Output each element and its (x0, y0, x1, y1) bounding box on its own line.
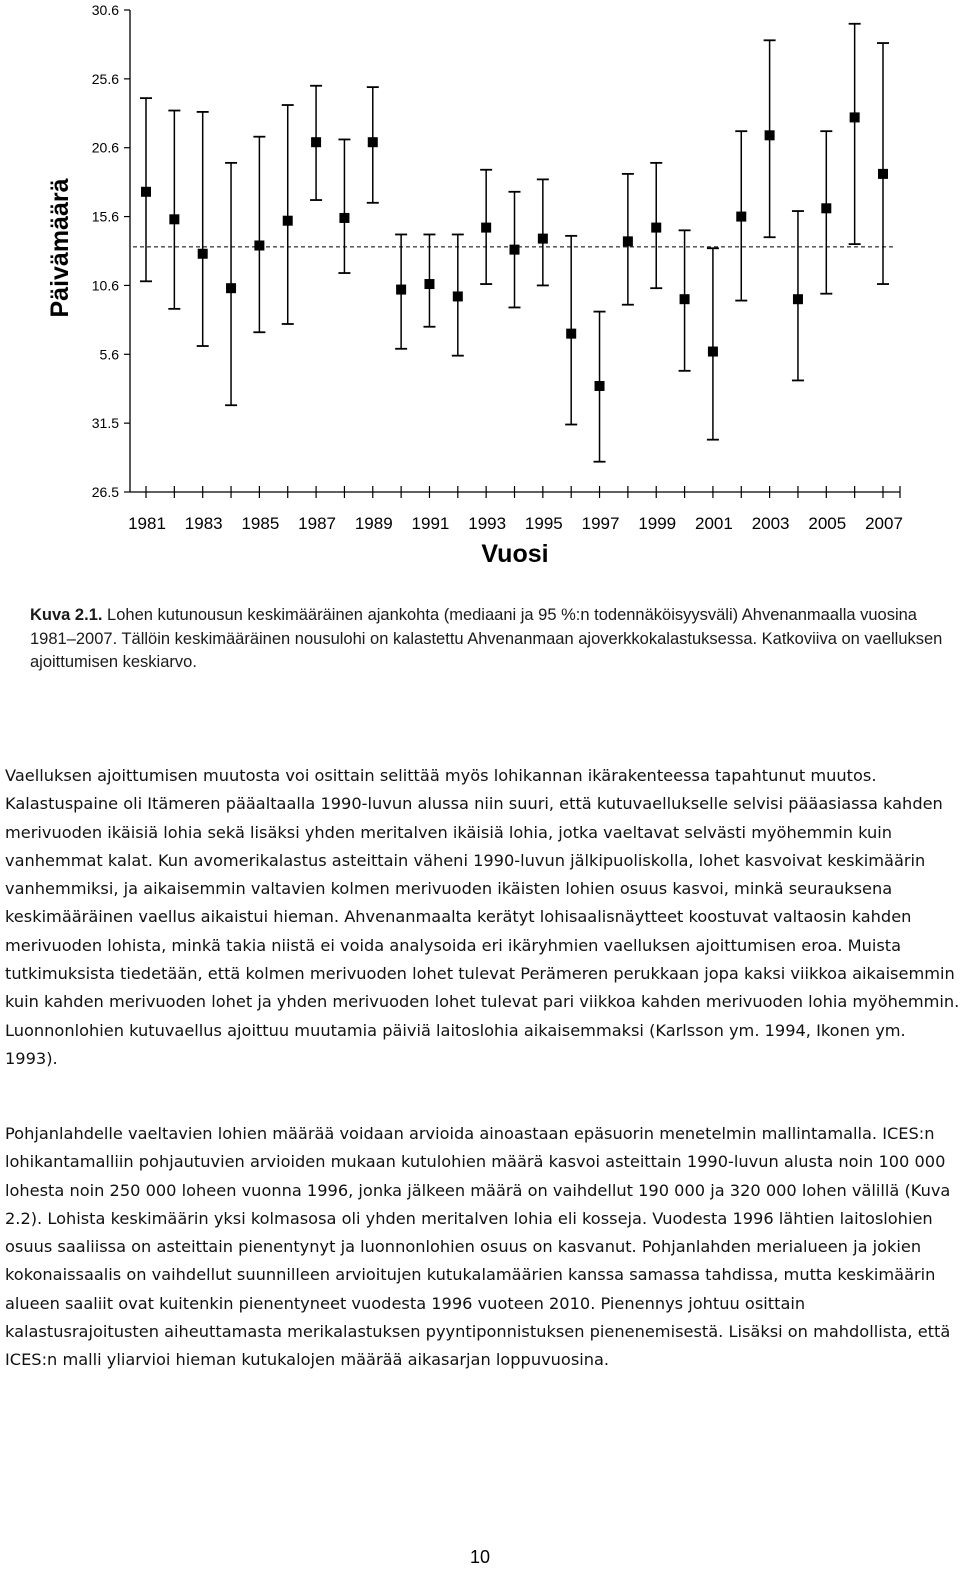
median-marker (878, 169, 888, 179)
y-tick-label: 30.6 (91, 2, 119, 18)
median-marker (623, 236, 633, 246)
median-marker (850, 112, 860, 122)
figure-caption (30, 604, 955, 675)
x-tick-label: 1997 (581, 514, 620, 533)
chart (0, 0, 960, 590)
median-marker (680, 294, 690, 304)
y-tick-label: 20.6 (91, 139, 119, 156)
x-tick-label: 2003 (751, 514, 790, 533)
ticks (92, 2, 903, 533)
median-marker (453, 291, 463, 301)
y-tick-label: 10.6 (91, 277, 119, 294)
median-marker (793, 294, 803, 304)
x-tick-label: 1995 (524, 514, 563, 533)
x-tick-label: 2005 (808, 514, 847, 533)
x-tick-label: 1999 (638, 514, 677, 533)
median-marker (566, 329, 576, 339)
median-marker (396, 285, 406, 295)
median-marker (424, 279, 434, 289)
median-marker (595, 381, 605, 391)
x-tick-label: 1993 (468, 514, 507, 533)
data-points (140, 24, 889, 462)
y-tick-label: 5.6 (99, 346, 119, 363)
x-tick-label: 1983 (184, 514, 223, 533)
y-tick-label: 31.5 (91, 415, 119, 432)
median-marker (198, 249, 208, 259)
median-marker (510, 245, 520, 255)
median-marker (538, 234, 548, 244)
median-marker (708, 347, 718, 357)
x-tick-label: 1985 (241, 514, 280, 533)
median-marker (651, 223, 661, 233)
median-marker (339, 213, 349, 223)
x-tick-label: 1981 (128, 514, 166, 533)
median-marker (481, 223, 491, 233)
x-axis-label: Vuosi (481, 540, 549, 568)
x-tick-label: 1991 (411, 514, 450, 533)
y-tick-label: 25.6 (91, 70, 119, 87)
x-tick-label: 2001 (695, 514, 733, 533)
median-marker (169, 214, 179, 224)
median-marker (765, 130, 775, 140)
paragraph-1: Vaelluksen ajoittumisen muutosta voi osittain selittää myös lohikannan ikärakenteessa tapahtunut muutos. Kalastuspaine oli Itämeren pääaltaalla 1990-luvun alussa niin suuri, että kutuvaellukselle selvisi pääasiassa kahden merivuoden ikäisiä lohia sekä lisäksi yhden meritalven ikäisiä lohia, jotka vaeltavat selvästi myöhemmin kuin vanhemmat kalat. Kun avomerikalastus asteittain väheni 1990-luvun jälkipuoliskolla, lohet kasvoivat keskimäärin vanhemmiksi, ja aikaisemmin valtavien kolmen merivuoden ikäisten lohien osuus kasvoi, minkä seurauksena keskimääräinen vaellus aikaistui hieman. Ahvenanmaalta kerätyt lohisaalisnäytteet koostuvat valtaosin kahden merivuoden lohista, minkä takia niistä ei voida analysoida eri ikäryhmien vaelluksen ajoittumisen eroa. Muista tutkimuksista tiedetään, että kolmen merivuoden lohet tulevat Perämeren perukkaan jopa kaksi viikkoa aikaisemmin kuin kahden merivuoden lohet ja yhden merivuoden lohet tulevat pari viikkoa kahden merivuoden lohia myöhemmin. Luonnonlohien kutuvaellus ajoittuu muutamia päiviä laitoslohia aikaisemmaksi (Karlsson ym. 1994, Ikonen ym. 1993). (5, 766, 960, 1068)
page-number: 10 (469, 1547, 491, 1567)
y-axis-label: Päivämäärä (46, 178, 74, 318)
median-marker (141, 187, 151, 197)
y-tick-label: 15.6 (91, 208, 119, 225)
median-marker (226, 283, 236, 293)
paragraph-2: Pohjanlahdelle vaeltavien lohien määrää voidaan arvioida ainoastaan epäsuorin menetelmin mallintamalla. ICES:n lohikantamalliin pohjautuvien arvioiden mukaan kutulohien määrä kasvoi asteittain 1990-luvun alusta noin 100 000 lohesta noin 250 000 loheen vuonna 1996, jonka jälkeen määrä on vaihdellut 190 000 ja 320 000 lohen välillä (Kuva 2.2). Lohista keskimäärin yksi kolmasosa oli yhden meritalven lohia eli kosseja. Vuodesta 1996 lähtien laitoslohien osuus saaliissa on asteittain pienentynyt ja luonnonlohien osuus on kasvanut. Pohjanlahden merialueen ja jokien kokonaissaalis on vaihdellut suunnilleen arvioitujen kutukalamäärien kanssa samassa tahdissa, mutta keskimäärin alueen saaliit ovat kuitenkin pienentyneet vuodesta 1996 vuoteen 2010. Pienennys johtuu osittain kalastusrajoitusten aiheuttamasta merikalastuksen pyyntiponnistuksen pienenemisestä. Lisäksi on mahdollista, että ICES:n malli yliarvioi hieman kutukalojen määrää aikasarjan loppuvuosina. (5, 1124, 951, 1370)
caption-label: Kuva 2.1. (30, 606, 103, 624)
median-marker (254, 240, 264, 250)
median-marker (821, 203, 831, 213)
median-marker (311, 137, 321, 147)
median-marker (736, 212, 746, 222)
x-tick-label: 2007 (865, 514, 903, 533)
median-marker (368, 137, 378, 147)
x-tick-label: 1989 (354, 514, 393, 533)
caption-text: Lohen kutunousun keskimääräinen ajankohta (mediaani ja 95 %:n todennäköisyysväli) Ahvenanmaalla vuosina 1981–2007. Tällöin keskimääräinen nousulohi on kalastettu Ahvenanmaan ajoverkkokalastuksessa. Katkoviiva on vaelluksen ajoittumisen keskiarvo. (30, 606, 943, 672)
y-tick-label: 26.5 (91, 484, 119, 500)
median-marker (283, 216, 293, 226)
x-tick-label: 1987 (298, 514, 336, 533)
